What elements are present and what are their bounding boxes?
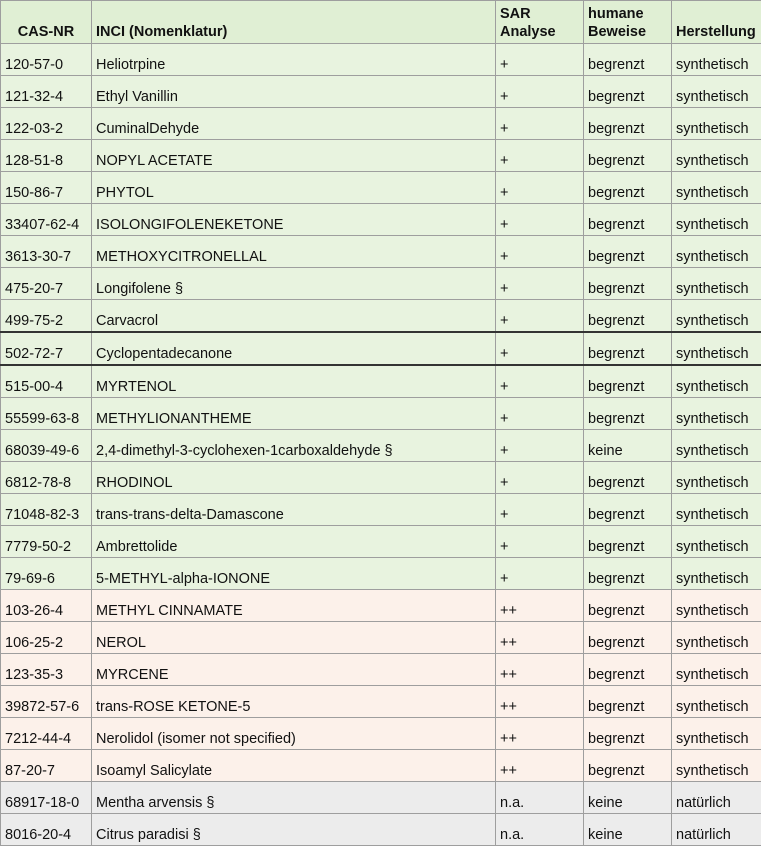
cell-human-evidence: begrenzt <box>584 108 672 140</box>
cell-human-evidence: begrenzt <box>584 44 672 76</box>
cell-cas: 502-72-7 <box>1 332 92 365</box>
table-row <box>1 44 761 76</box>
cell-sar: ++ <box>496 718 584 750</box>
cell-inci: MYRCENE <box>92 654 496 686</box>
cell-sar: + <box>496 204 584 236</box>
table-row <box>1 814 761 846</box>
cell-cas: 68917-18-0 <box>1 782 92 814</box>
cell-cas: 120-57-0 <box>1 44 92 76</box>
table-row <box>1 686 761 718</box>
cell-cas: 123-35-3 <box>1 654 92 686</box>
cell-human-evidence: begrenzt <box>584 718 672 750</box>
cell-human-evidence: keine <box>584 430 672 462</box>
cell-cas: 150-86-7 <box>1 172 92 204</box>
cell-inci: METHOXYCITRONELLAL <box>92 236 496 268</box>
cell-inci: Heliotrpine <box>92 44 496 76</box>
table-row <box>1 140 761 172</box>
table-row <box>1 268 761 300</box>
cell-inci: trans-ROSE KETONE-5 <box>92 686 496 718</box>
cell-inci: PHYTOL <box>92 172 496 204</box>
cell-inci: Mentha arvensis § <box>92 782 496 814</box>
table-row <box>1 172 761 204</box>
cell-human-evidence: begrenzt <box>584 686 672 718</box>
cell-human-evidence: begrenzt <box>584 398 672 430</box>
table-row <box>1 204 761 236</box>
cell-human-evidence: begrenzt <box>584 140 672 172</box>
header-sar <box>496 1 584 44</box>
cell-cas: 515-00-4 <box>1 365 92 398</box>
header-human <box>584 1 672 44</box>
cell-production: synthetisch <box>672 44 761 76</box>
cell-sar: + <box>496 108 584 140</box>
cell-sar: + <box>496 558 584 590</box>
cell-inci: 2,4-dimethyl-3-cyclohexen-1carboxaldehyde § <box>92 430 496 462</box>
cell-sar: + <box>496 172 584 204</box>
cell-production: synthetisch <box>672 590 761 622</box>
table-row <box>1 526 761 558</box>
cell-human-evidence: keine <box>584 814 672 846</box>
cell-production: synthetisch <box>672 526 761 558</box>
cell-sar: + <box>496 462 584 494</box>
cell-human-evidence: begrenzt <box>584 204 672 236</box>
cell-cas: 106-25-2 <box>1 622 92 654</box>
cell-human-evidence: begrenzt <box>584 494 672 526</box>
cell-cas: 7212-44-4 <box>1 718 92 750</box>
cell-cas: 8016-20-4 <box>1 814 92 846</box>
cell-production: natürlich <box>672 814 761 846</box>
cell-production: synthetisch <box>672 204 761 236</box>
cell-human-evidence: begrenzt <box>584 558 672 590</box>
cell-sar: + <box>496 44 584 76</box>
cell-production: synthetisch <box>672 750 761 782</box>
cell-human-evidence: begrenzt <box>584 268 672 300</box>
cell-cas: 121-32-4 <box>1 76 92 108</box>
cell-cas: 33407-62-4 <box>1 204 92 236</box>
cell-production: synthetisch <box>672 300 761 333</box>
cell-cas: 122-03-2 <box>1 108 92 140</box>
cell-human-evidence: begrenzt <box>584 654 672 686</box>
cell-production: synthetisch <box>672 462 761 494</box>
cell-inci: Cyclopentadecanone <box>92 332 496 365</box>
cell-inci: trans-trans-delta-Damascone <box>92 494 496 526</box>
cell-human-evidence: keine <box>584 782 672 814</box>
cell-sar: n.a. <box>496 782 584 814</box>
cell-human-evidence: begrenzt <box>584 526 672 558</box>
header-cas: CAS-NR <box>1 1 92 44</box>
table-row <box>1 76 761 108</box>
cell-inci: ISOLONGIFOLENEKETONE <box>92 204 496 236</box>
cell-inci: Ethyl Vanillin <box>92 76 496 108</box>
cell-sar: + <box>496 494 584 526</box>
table-row <box>1 430 761 462</box>
table-row <box>1 558 761 590</box>
cell-production: synthetisch <box>672 654 761 686</box>
cell-sar: ++ <box>496 686 584 718</box>
cell-inci: 5-METHYL-alpha-IONONE <box>92 558 496 590</box>
table-row <box>1 236 761 268</box>
cell-human-evidence: begrenzt <box>584 76 672 108</box>
table-row <box>1 590 761 622</box>
cell-sar: + <box>496 76 584 108</box>
cell-sar: + <box>496 236 584 268</box>
table-row <box>1 300 761 333</box>
header-human-line1: humane <box>588 6 644 22</box>
table-row <box>1 494 761 526</box>
cell-sar: + <box>496 300 584 333</box>
cell-inci: Nerolidol (isomer not specified) <box>92 718 496 750</box>
cell-production: synthetisch <box>672 430 761 462</box>
cell-inci: Ambrettolide <box>92 526 496 558</box>
cell-cas: 68039-49-6 <box>1 430 92 462</box>
cell-inci: CuminalDehyde <box>92 108 496 140</box>
cell-production: synthetisch <box>672 558 761 590</box>
cell-production: synthetisch <box>672 398 761 430</box>
header-production: Herstellung <box>672 1 761 44</box>
cell-production: synthetisch <box>672 76 761 108</box>
cell-cas: 128-51-8 <box>1 140 92 172</box>
cell-cas: 87-20-7 <box>1 750 92 782</box>
cell-human-evidence: begrenzt <box>584 462 672 494</box>
cell-production: synthetisch <box>672 686 761 718</box>
table-row <box>1 332 761 365</box>
cell-inci: MYRTENOL <box>92 365 496 398</box>
header-sar-line1: SAR <box>500 6 531 22</box>
cell-human-evidence: begrenzt <box>584 172 672 204</box>
cell-production: synthetisch <box>672 108 761 140</box>
cell-production: natürlich <box>672 782 761 814</box>
cell-human-evidence: begrenzt <box>584 590 672 622</box>
cell-inci: Isoamyl Salicylate <box>92 750 496 782</box>
cell-production: synthetisch <box>672 622 761 654</box>
cell-cas: 103-26-4 <box>1 590 92 622</box>
cell-inci: Citrus paradisi § <box>92 814 496 846</box>
cell-sar: + <box>496 268 584 300</box>
table-row <box>1 622 761 654</box>
cell-sar: ++ <box>496 590 584 622</box>
cell-cas: 475-20-7 <box>1 268 92 300</box>
cell-sar: ++ <box>496 622 584 654</box>
cell-inci: METHYLIONANTHEME <box>92 398 496 430</box>
table-row <box>1 398 761 430</box>
cell-cas: 3613-30-7 <box>1 236 92 268</box>
cell-production: synthetisch <box>672 718 761 750</box>
cell-sar: + <box>496 430 584 462</box>
cell-human-evidence: begrenzt <box>584 365 672 398</box>
cell-cas: 71048-82-3 <box>1 494 92 526</box>
table-row <box>1 108 761 140</box>
cell-inci: Carvacrol <box>92 300 496 333</box>
header-inci: INCI (Nomenklatur) <box>92 1 496 44</box>
cell-sar: + <box>496 398 584 430</box>
cell-human-evidence: begrenzt <box>584 622 672 654</box>
cell-inci: Longifolene § <box>92 268 496 300</box>
cell-human-evidence: begrenzt <box>584 332 672 365</box>
cell-cas: 39872-57-6 <box>1 686 92 718</box>
table-row <box>1 462 761 494</box>
cell-production: synthetisch <box>672 332 761 365</box>
table-row <box>1 365 761 398</box>
table-header-row <box>1 1 761 44</box>
cell-cas: 7779-50-2 <box>1 526 92 558</box>
cell-sar: n.a. <box>496 814 584 846</box>
cell-sar: ++ <box>496 654 584 686</box>
cell-sar: ++ <box>496 750 584 782</box>
cell-human-evidence: begrenzt <box>584 750 672 782</box>
cell-production: synthetisch <box>672 140 761 172</box>
cell-sar: + <box>496 526 584 558</box>
cell-inci: METHYL CINNAMATE <box>92 590 496 622</box>
header-human-line2: Beweise <box>588 24 646 40</box>
cell-sar: + <box>496 332 584 365</box>
cell-production: synthetisch <box>672 494 761 526</box>
cell-inci: RHODINOL <box>92 462 496 494</box>
cell-cas: 6812-78-8 <box>1 462 92 494</box>
cell-production: synthetisch <box>672 236 761 268</box>
cell-production: synthetisch <box>672 268 761 300</box>
cell-cas: 79-69-6 <box>1 558 92 590</box>
table-row <box>1 718 761 750</box>
cell-inci: NEROL <box>92 622 496 654</box>
cell-cas: 55599-63-8 <box>1 398 92 430</box>
cell-production: synthetisch <box>672 172 761 204</box>
cell-human-evidence: begrenzt <box>584 300 672 333</box>
cell-human-evidence: begrenzt <box>584 236 672 268</box>
cell-cas: 499-75-2 <box>1 300 92 333</box>
cell-inci: NOPYL ACETATE <box>92 140 496 172</box>
cell-production: synthetisch <box>672 365 761 398</box>
cell-sar: + <box>496 140 584 172</box>
table-row <box>1 750 761 782</box>
header-sar-line2: Analyse <box>500 24 556 40</box>
table-body <box>1 44 761 846</box>
table-row <box>1 654 761 686</box>
table-row <box>1 782 761 814</box>
cell-sar: + <box>496 365 584 398</box>
